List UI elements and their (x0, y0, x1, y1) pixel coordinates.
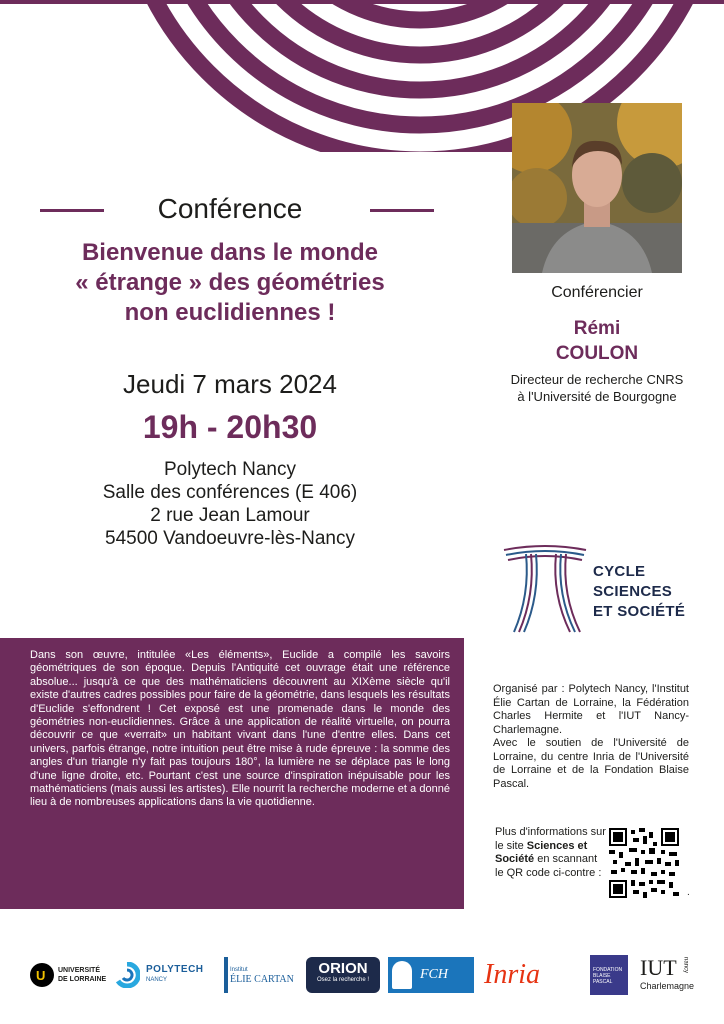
fondation-blaise-pascal-logo[interactable] (590, 950, 628, 1000)
more-info (495, 826, 607, 880)
iut-side: nancy (682, 957, 689, 974)
orion-sub: Osez la recherche ! (316, 977, 370, 983)
iecl-name: ÉLIE CARTAN (230, 974, 294, 985)
cycle-line: ET SOCIÉTÉ (593, 603, 686, 620)
iecl-small: Institut (230, 967, 248, 973)
ul-icon (30, 963, 54, 987)
universite-de-lorraine-logo[interactable] (30, 950, 110, 1000)
more-info-text-end: en scannant le QR code ci-contre : (495, 853, 602, 879)
fch-name: FCH (420, 967, 448, 982)
polytech-icon (114, 962, 140, 988)
title-line: « étrange » des géométries (75, 269, 385, 296)
speaker-label: Conférencier (551, 284, 643, 301)
speaker-role-line: Directeur de recherche CNRS (510, 372, 684, 387)
orion-logo[interactable] (306, 950, 380, 1000)
description-text: Dans son œuvre, intitulée «Les éléments», Euclide a compilé les savoirs géométriques de son époque. Depuis l'Antiquité cet ouvrage était une référence absolue... jusqu'à ce que des mathématiciens découvrent au XIXème siècle qu'il existe d'autres cadres possibles pour faire de la géométrie, dans lesquels les résultats d'Euclide s'effondrent ! Cet exposé est une promenade dans le monde des géométries non-euclidiennes. Grâce à une application de réalité virtuelle, on pourra découvrir ce que «verrait» un habitant vivant dans l'une d'entre elles. Dans cet univers, parfois étrange, notre intuition peut être mise à rude épreuve : la somme des angles d'un triangle n'y fait pas toujours 180°, la lumière ne se déplace pas le long d'une ligne droite, etc. Pourtant c'est une source d'inspiration inépuisable pour les mathématiciens (mais aussi les artistes). Elle nourrit la recherche moderne et a donné lieu à de nombreuses applications dans la vie quotidienne. (30, 649, 450, 809)
description-panel (0, 638, 464, 909)
fbp-line: PASCAL (593, 979, 613, 985)
speaker-last-name: COULON (555, 343, 639, 364)
title-line: Bienvenue dans le monde (81, 239, 379, 266)
pi-logo-icon (500, 540, 590, 636)
qr-code[interactable] (609, 828, 679, 898)
organizers-block (493, 683, 689, 791)
svg-text:U: U (36, 968, 46, 983)
iut-name: IUT (640, 955, 677, 980)
ul-line: DE LORRAINE (58, 976, 107, 983)
location-line: 54500 Vandoeuvre-lès-Nancy (105, 528, 355, 549)
right-rule (370, 209, 434, 212)
location-line: Polytech Nancy (163, 459, 296, 480)
trailing-dot: . (687, 887, 690, 898)
location-line: Salle des conférences (E 406) (102, 482, 358, 503)
event-kicker: Conférence (157, 193, 303, 224)
partner-logos (0, 950, 724, 1000)
orion-name: ORION (318, 960, 368, 977)
institut-elie-cartan-logo[interactable] (224, 950, 302, 1000)
fbp-line: FONDATION (593, 967, 623, 973)
organizers-text: Organisé par : Polytech Nancy, l'Institut Élie Cartan de Lorraine, la Fédération Charles Hermite et l'IUT Nancy-Charlemagne. (493, 683, 689, 736)
speaker-name (482, 316, 712, 366)
inria-name: Inria (484, 959, 540, 990)
speaker-role-line: à l'Université de Bourgogne (517, 389, 677, 404)
more-info-text: Plus d'informations sur le site (495, 826, 606, 852)
speaker-photo (512, 103, 682, 273)
speaker-first-name: Rémi (573, 318, 621, 339)
ul-line: UNIVERSITÉ (58, 967, 101, 974)
fbp-line: BLAISE (593, 973, 611, 979)
conference-title (20, 238, 440, 328)
cycle-line: SCIENCES (593, 583, 673, 600)
event-date: Jeudi 7 mars 2024 (123, 369, 337, 399)
polytech-sub: NANCY (146, 977, 168, 983)
iut-sub: Charlemagne (640, 981, 695, 991)
polytech-nancy-logo[interactable] (114, 950, 220, 1000)
inria-logo[interactable] (484, 950, 578, 1000)
cycle-text (593, 562, 685, 622)
polytech-name: POLYTECH (146, 964, 204, 975)
speaker-role (470, 371, 724, 405)
cycle-sciences-societe-logo (500, 540, 720, 636)
iut-charlemagne-logo[interactable] (640, 950, 710, 1000)
event-location (0, 458, 460, 550)
title-line: non euclidiennes ! (124, 299, 336, 326)
location-line: 2 rue Jean Lamour (150, 505, 310, 526)
cycle-line: CYCLE (593, 563, 646, 580)
federation-charles-hermite-logo[interactable] (388, 950, 474, 1000)
event-time: 19h - 20h30 (142, 409, 318, 445)
support-text: Avec le soutien de l'Université de Lorraine, du centre Inria de l'Université de Lorraine et de la Fondation Blaise Pascal. (493, 737, 689, 790)
site-name[interactable]: Sciences et Société (495, 839, 588, 865)
